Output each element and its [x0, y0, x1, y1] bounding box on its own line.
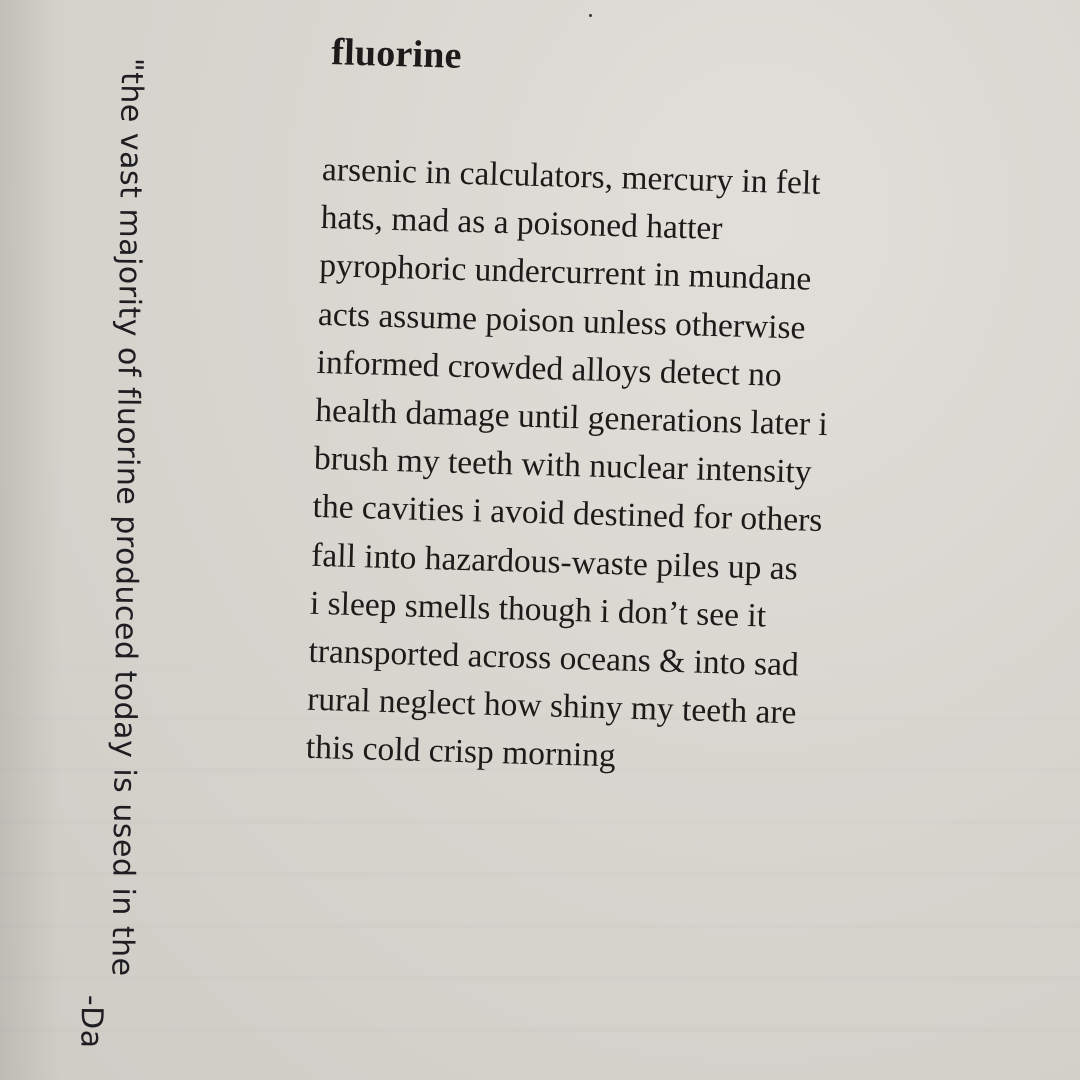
poem-line: this cold crisp morning — [305, 729, 617, 775]
poem-line: informed crowded alloys detect no — [316, 343, 783, 394]
poem-line: transported across oceans & into sad — [308, 632, 800, 684]
poem-line: rural neglect how shiny my teeth are — [306, 680, 797, 732]
poem-line: arsenic in calculators, mercury in felt — [321, 150, 821, 202]
poem-line: brush my teeth with nuclear intensity — [313, 440, 813, 491]
handwritten-margin-note: "the vast majority of fluorine produced today is used in the — [104, 57, 149, 977]
poem-line: health damage until generations later i — [314, 391, 829, 444]
poem-line: acts assume poison unless otherwise — [317, 295, 806, 347]
poem-line: i sleep smells though i don’t see it — [309, 584, 767, 635]
poem-line: hats, mad as a poisoned hatter — [320, 199, 724, 248]
poem-line: pyrophoric undercurrent in mundane — [318, 247, 812, 299]
poem-line: fall into hazardous-waste piles up as — [310, 536, 799, 587]
poem-title: fluorine — [330, 31, 463, 77]
poem — [305, 30, 838, 787]
poem-line: the cavities i avoid destined for others — [312, 488, 823, 540]
handwritten-signature: -Da — [73, 994, 109, 1049]
poem-body — [305, 146, 835, 787]
ink-dot — [589, 14, 592, 17]
